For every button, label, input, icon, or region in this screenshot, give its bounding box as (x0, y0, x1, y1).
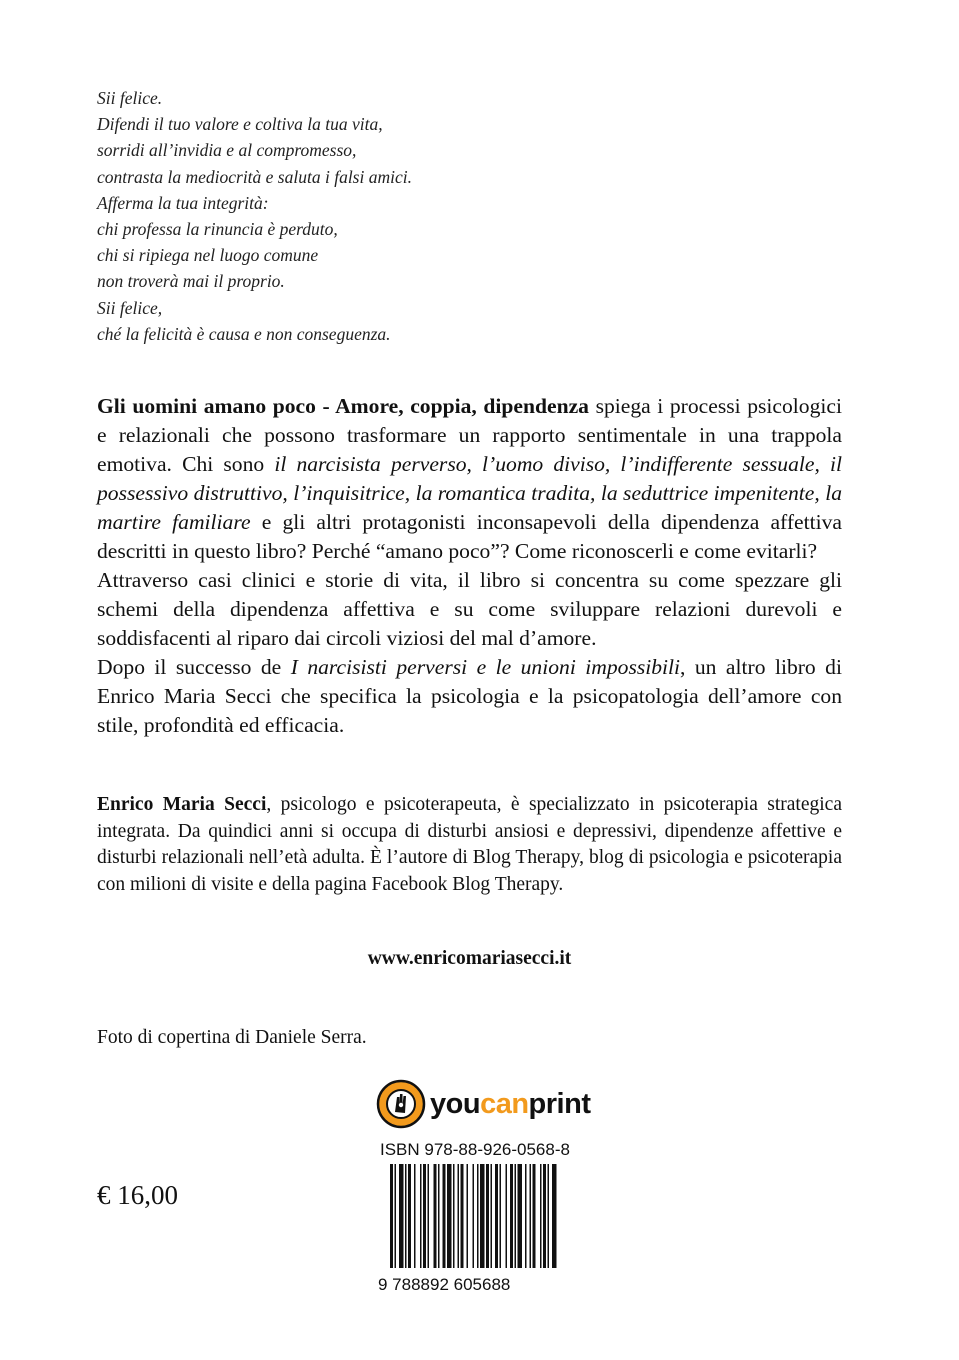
poem-line: non troverà mai il proprio. (97, 271, 285, 292)
barcode-bar (461, 1164, 464, 1268)
barcode-bar (443, 1164, 446, 1268)
author-website: www.enricomariasecci.it (367, 948, 572, 969)
barcode-bar (453, 1164, 455, 1268)
barcode-bar (408, 1164, 411, 1268)
barcode-bar (540, 1164, 542, 1268)
barcode-bar (414, 1164, 416, 1268)
barcode-bar (477, 1164, 479, 1268)
barcode-bar (405, 1164, 407, 1268)
book-title: Gli uomini amano poco - Amore, coppia, dipendenza (97, 394, 589, 418)
barcode-bar (467, 1164, 469, 1268)
previous-book-title: I narcisisti perversi e le unioni impossibili (290, 655, 681, 679)
poem-line: sorridi all’invidia e al compromesso, (97, 140, 357, 161)
barcode-bar (486, 1164, 489, 1268)
book-description (97, 392, 842, 740)
poem-line: Sii felice, (97, 297, 163, 318)
barcode-bar (423, 1164, 426, 1268)
barcode-bar (518, 1164, 523, 1268)
barcode-bar (500, 1164, 502, 1268)
barcode-bar (506, 1164, 508, 1268)
character-types: il narcisista perverso, l’uomo diviso, l’indifferente sessuale, il possessivo distruttivo, l’inquisitrice, la romantica tradita, la seduttrice impenitente, la martire familiare (97, 452, 842, 534)
description-paragraph-3: Dopo il successo de I narcisisti perversi e le unioni impossibili, un altro libro di Enrico Maria Secci che specifica la psicologia e la psicopatologia dell’amore con stile, profondità ed efficacia. (97, 655, 842, 737)
barcode-bar (552, 1164, 557, 1268)
barcode-bar (525, 1164, 527, 1268)
barcode-bar (420, 1164, 422, 1268)
photo-credit: Foto di copertina di Daniele Serra. (97, 1027, 367, 1048)
barcode-bar (491, 1164, 493, 1268)
barcode-bar (473, 1164, 475, 1268)
description-paragraph-2: Attraverso casi clinici e storie di vita, il libro si concentra su come spezzare gli schemi della dipendenza affettiva e su come sviluppare relazioni durevoli e soddisfacenti al riparo dai circoli viziosi del mal d’amore. (97, 568, 842, 650)
barcode-bar (510, 1164, 513, 1268)
epigraph-poem (97, 85, 517, 347)
poem-line: Difendi il tuo valore e coltiva la tua vita, (97, 114, 383, 135)
barcode-bar (548, 1164, 550, 1268)
barcode-bar (543, 1164, 546, 1268)
poem-line: chi si ripiega nel luogo comune (97, 245, 319, 266)
poem-line: chi professa la rinuncia è perduto, (97, 219, 338, 240)
barcode-bar (399, 1164, 404, 1268)
description-paragraph-1: Gli uomini amano poco - Amore, coppia, dipendenza spiega i processi psicologici e relazionali che possono trasformare un rapporto sentimentale in una trappola emotiva. Chi sono il narcisista perverso, l’uomo diviso, l’indifferente sessuale, il possessivo distruttivo, l’inquisitrice, la romantica tradita, la seduttrice impenitente, la martire familiare e gli altri protagonisti inconsapevoli della dipendenza affettiva descritti in questo libro? Perché “amano poco”? Come riconoscerli e come evitarli? (97, 394, 842, 563)
barcode-bar (530, 1164, 532, 1268)
barcode-bar (533, 1164, 536, 1268)
poem-line: contrasta la mediocrità e saluta i falsi amici. (97, 166, 412, 187)
barcode-bar (515, 1164, 517, 1268)
publisher-name: youcanprint (430, 1087, 591, 1120)
barcode-bar (438, 1164, 440, 1268)
barcode-bar (434, 1164, 437, 1268)
isbn-label: ISBN 978-88-926-0568-8 (380, 1140, 570, 1159)
author-bio: Enrico Maria Secci, psicologo e psicoterapeuta, è specializzato in psicoterapia strategica integrata. Da quindici anni si occupa di disturbi ansiosi e depressivi, dipendenze affettive e disturbi relazionali nell’età adulta. È l’autore di Blog Therapy, blog di psicologia e psicoterapia con milioni di visite e della pagina Facebook Blog Therapy. (97, 794, 842, 895)
author-name: Enrico Maria Secci (97, 794, 267, 815)
barcode-bar (458, 1164, 460, 1268)
barcode (378, 1164, 560, 1294)
barcode-bar (395, 1164, 397, 1268)
barcode-bars (390, 1164, 557, 1268)
barcode-digits: 9 788892 605688 (378, 1275, 511, 1294)
publisher-emblem-icon (376, 1079, 426, 1129)
barcode-bar (480, 1164, 485, 1268)
poem-line: Afferma la tua integrità: (97, 192, 269, 213)
price: € 16,00 (97, 1180, 178, 1210)
publisher-logo (376, 1078, 590, 1130)
barcode-bar (447, 1164, 452, 1268)
barcode-bar (428, 1164, 430, 1268)
barcode-bar (390, 1164, 393, 1268)
poem-line: Sii felice. (97, 88, 163, 108)
barcode-bar (495, 1164, 498, 1268)
poem-line: ché la felicità è causa e non conseguenza. (97, 323, 391, 344)
